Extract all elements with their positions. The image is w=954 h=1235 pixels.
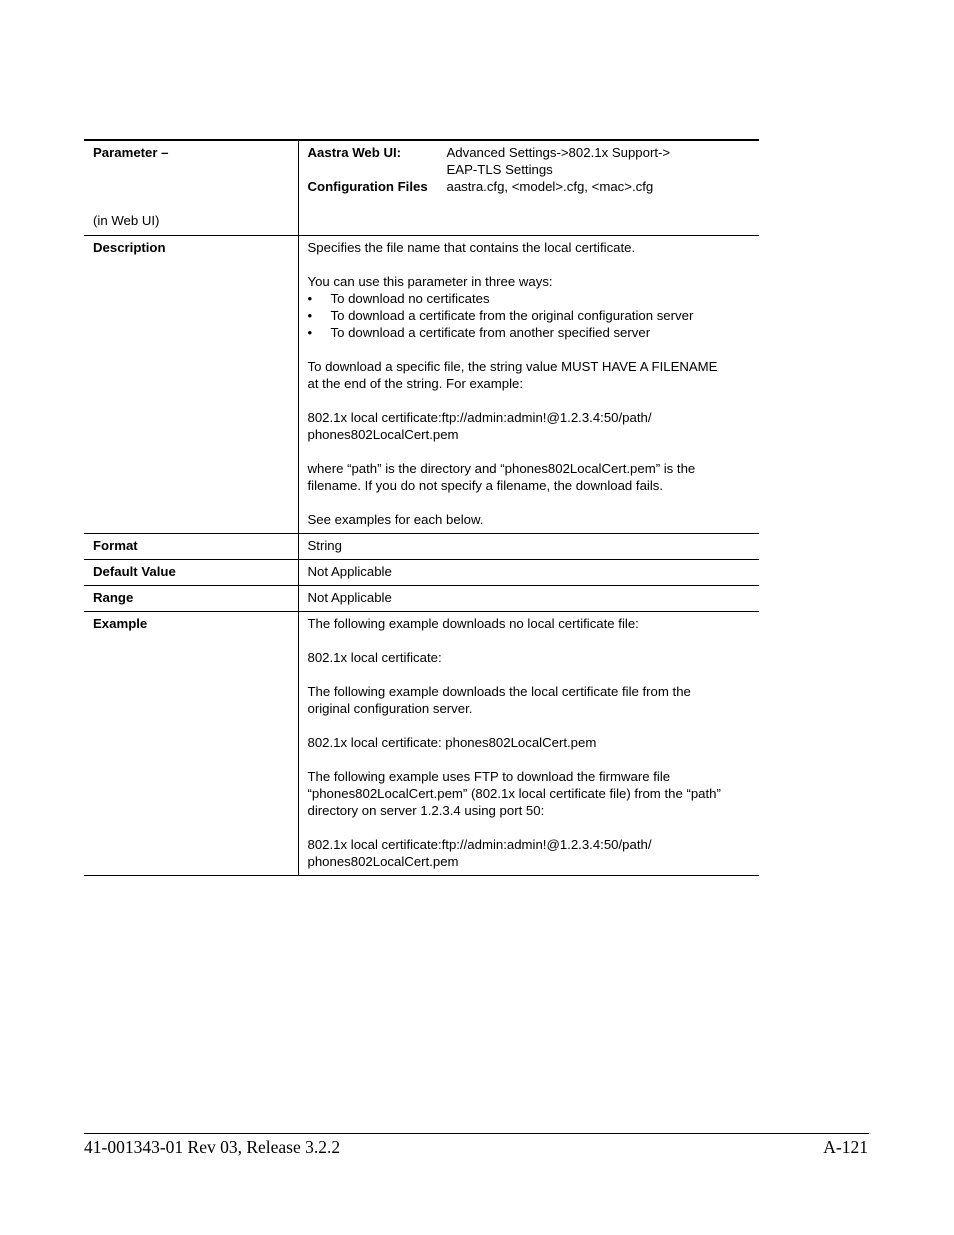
footer-divider bbox=[84, 1133, 869, 1134]
example-3-code-line2: phones802LocalCert.pem bbox=[307, 854, 459, 869]
parameter-value-cell bbox=[298, 140, 759, 236]
example-string-line2: phones802LocalCert.pem bbox=[307, 427, 459, 442]
description-row bbox=[84, 236, 759, 534]
example-string-line1: 802.1x local certificate:ftp://admin:admin!@1.2.3.4:50/path/ bbox=[307, 410, 652, 425]
web-ui-path-line2: EAP-TLS Settings bbox=[446, 162, 553, 177]
filename-note-line1: To download a specific file, the string value MUST HAVE A FILENAME bbox=[307, 359, 718, 374]
parameter-header-grid bbox=[308, 144, 752, 195]
filename-note-line2: at the end of the string. For example: bbox=[307, 376, 524, 391]
format-row bbox=[84, 534, 759, 560]
list-item: • To download a certificate from the original configuration server bbox=[308, 307, 752, 324]
parameter-label: Parameter – bbox=[93, 145, 169, 160]
example-3-intro bbox=[308, 768, 752, 819]
example-row bbox=[84, 612, 759, 876]
footer-doc-id: 41-001343-01 Rev 03, Release 3.2.2 bbox=[84, 1137, 341, 1157]
parameter-row bbox=[84, 140, 759, 236]
web-ui-key: Aastra Web UI: bbox=[307, 145, 402, 160]
web-ui-path-line1: Advanced Settings->802.1x Support-> bbox=[446, 145, 671, 160]
config-files-key: Configuration Files bbox=[307, 179, 428, 194]
description-filename-note bbox=[308, 358, 752, 392]
config-files-value: aastra.cfg, <model>.cfg, <mac>.cfg bbox=[446, 179, 654, 194]
example-value-cell bbox=[298, 612, 759, 876]
description-value-cell bbox=[298, 236, 759, 534]
description-where-note bbox=[308, 460, 752, 494]
example-3-code bbox=[308, 836, 752, 870]
example-2-intro-line2: original configuration server. bbox=[307, 701, 473, 716]
description-ways-intro: You can use this parameter in three ways: bbox=[307, 274, 553, 289]
footer-page-number: A-121 bbox=[823, 1137, 868, 1157]
format-value: String bbox=[298, 534, 759, 560]
range-label: Range bbox=[84, 586, 298, 612]
range-value: Not Applicable bbox=[298, 586, 759, 612]
where-note-line1: where “path” is the directory and “phones802LocalCert.pem” is the bbox=[307, 461, 696, 476]
range-row bbox=[84, 586, 759, 612]
parameter-label-cell bbox=[84, 140, 298, 236]
description-bullet-list bbox=[308, 290, 752, 341]
list-item: • To download a certificate from another specified server bbox=[308, 324, 752, 341]
example-label: Example bbox=[84, 612, 298, 876]
description-see-examples: See examples for each below. bbox=[307, 512, 484, 527]
default-value-row bbox=[84, 560, 759, 586]
example-3-intro-line1: The following example uses FTP to download the firmware file bbox=[307, 769, 671, 784]
example-3-intro-line2: “phones802LocalCert.pem” (802.1x local certificate file) from the “path” bbox=[307, 786, 721, 801]
example-2-intro-line1: The following example downloads the local certificate file from the bbox=[307, 684, 691, 699]
example-3-code-line1: 802.1x local certificate:ftp://admin:admin!@1.2.3.4:50/path/ bbox=[307, 837, 652, 852]
description-example-string bbox=[308, 409, 752, 443]
default-value-label: Default Value bbox=[84, 560, 298, 586]
parameter-sub-label: (in Web UI) bbox=[93, 213, 160, 228]
where-note-line2: filename. If you do not specify a filename, the download fails. bbox=[307, 478, 664, 493]
example-1-code: 802.1x local certificate: bbox=[307, 650, 442, 665]
description-label: Description bbox=[84, 236, 298, 534]
example-2-intro bbox=[308, 683, 752, 717]
example-2-code: 802.1x local certificate: phones802LocalCert.pem bbox=[307, 735, 597, 750]
format-label: Format bbox=[84, 534, 298, 560]
default-value-value: Not Applicable bbox=[298, 560, 759, 586]
list-item: • To download no certificates bbox=[308, 290, 752, 307]
parameter-table bbox=[84, 139, 759, 876]
description-intro: Specifies the file name that contains the local certificate. bbox=[307, 240, 636, 255]
web-ui-path bbox=[447, 144, 752, 178]
example-3-intro-line3: directory on server 1.2.3.4 using port 50: bbox=[307, 803, 545, 818]
example-1-intro: The following example downloads no local certificate file: bbox=[307, 616, 639, 631]
